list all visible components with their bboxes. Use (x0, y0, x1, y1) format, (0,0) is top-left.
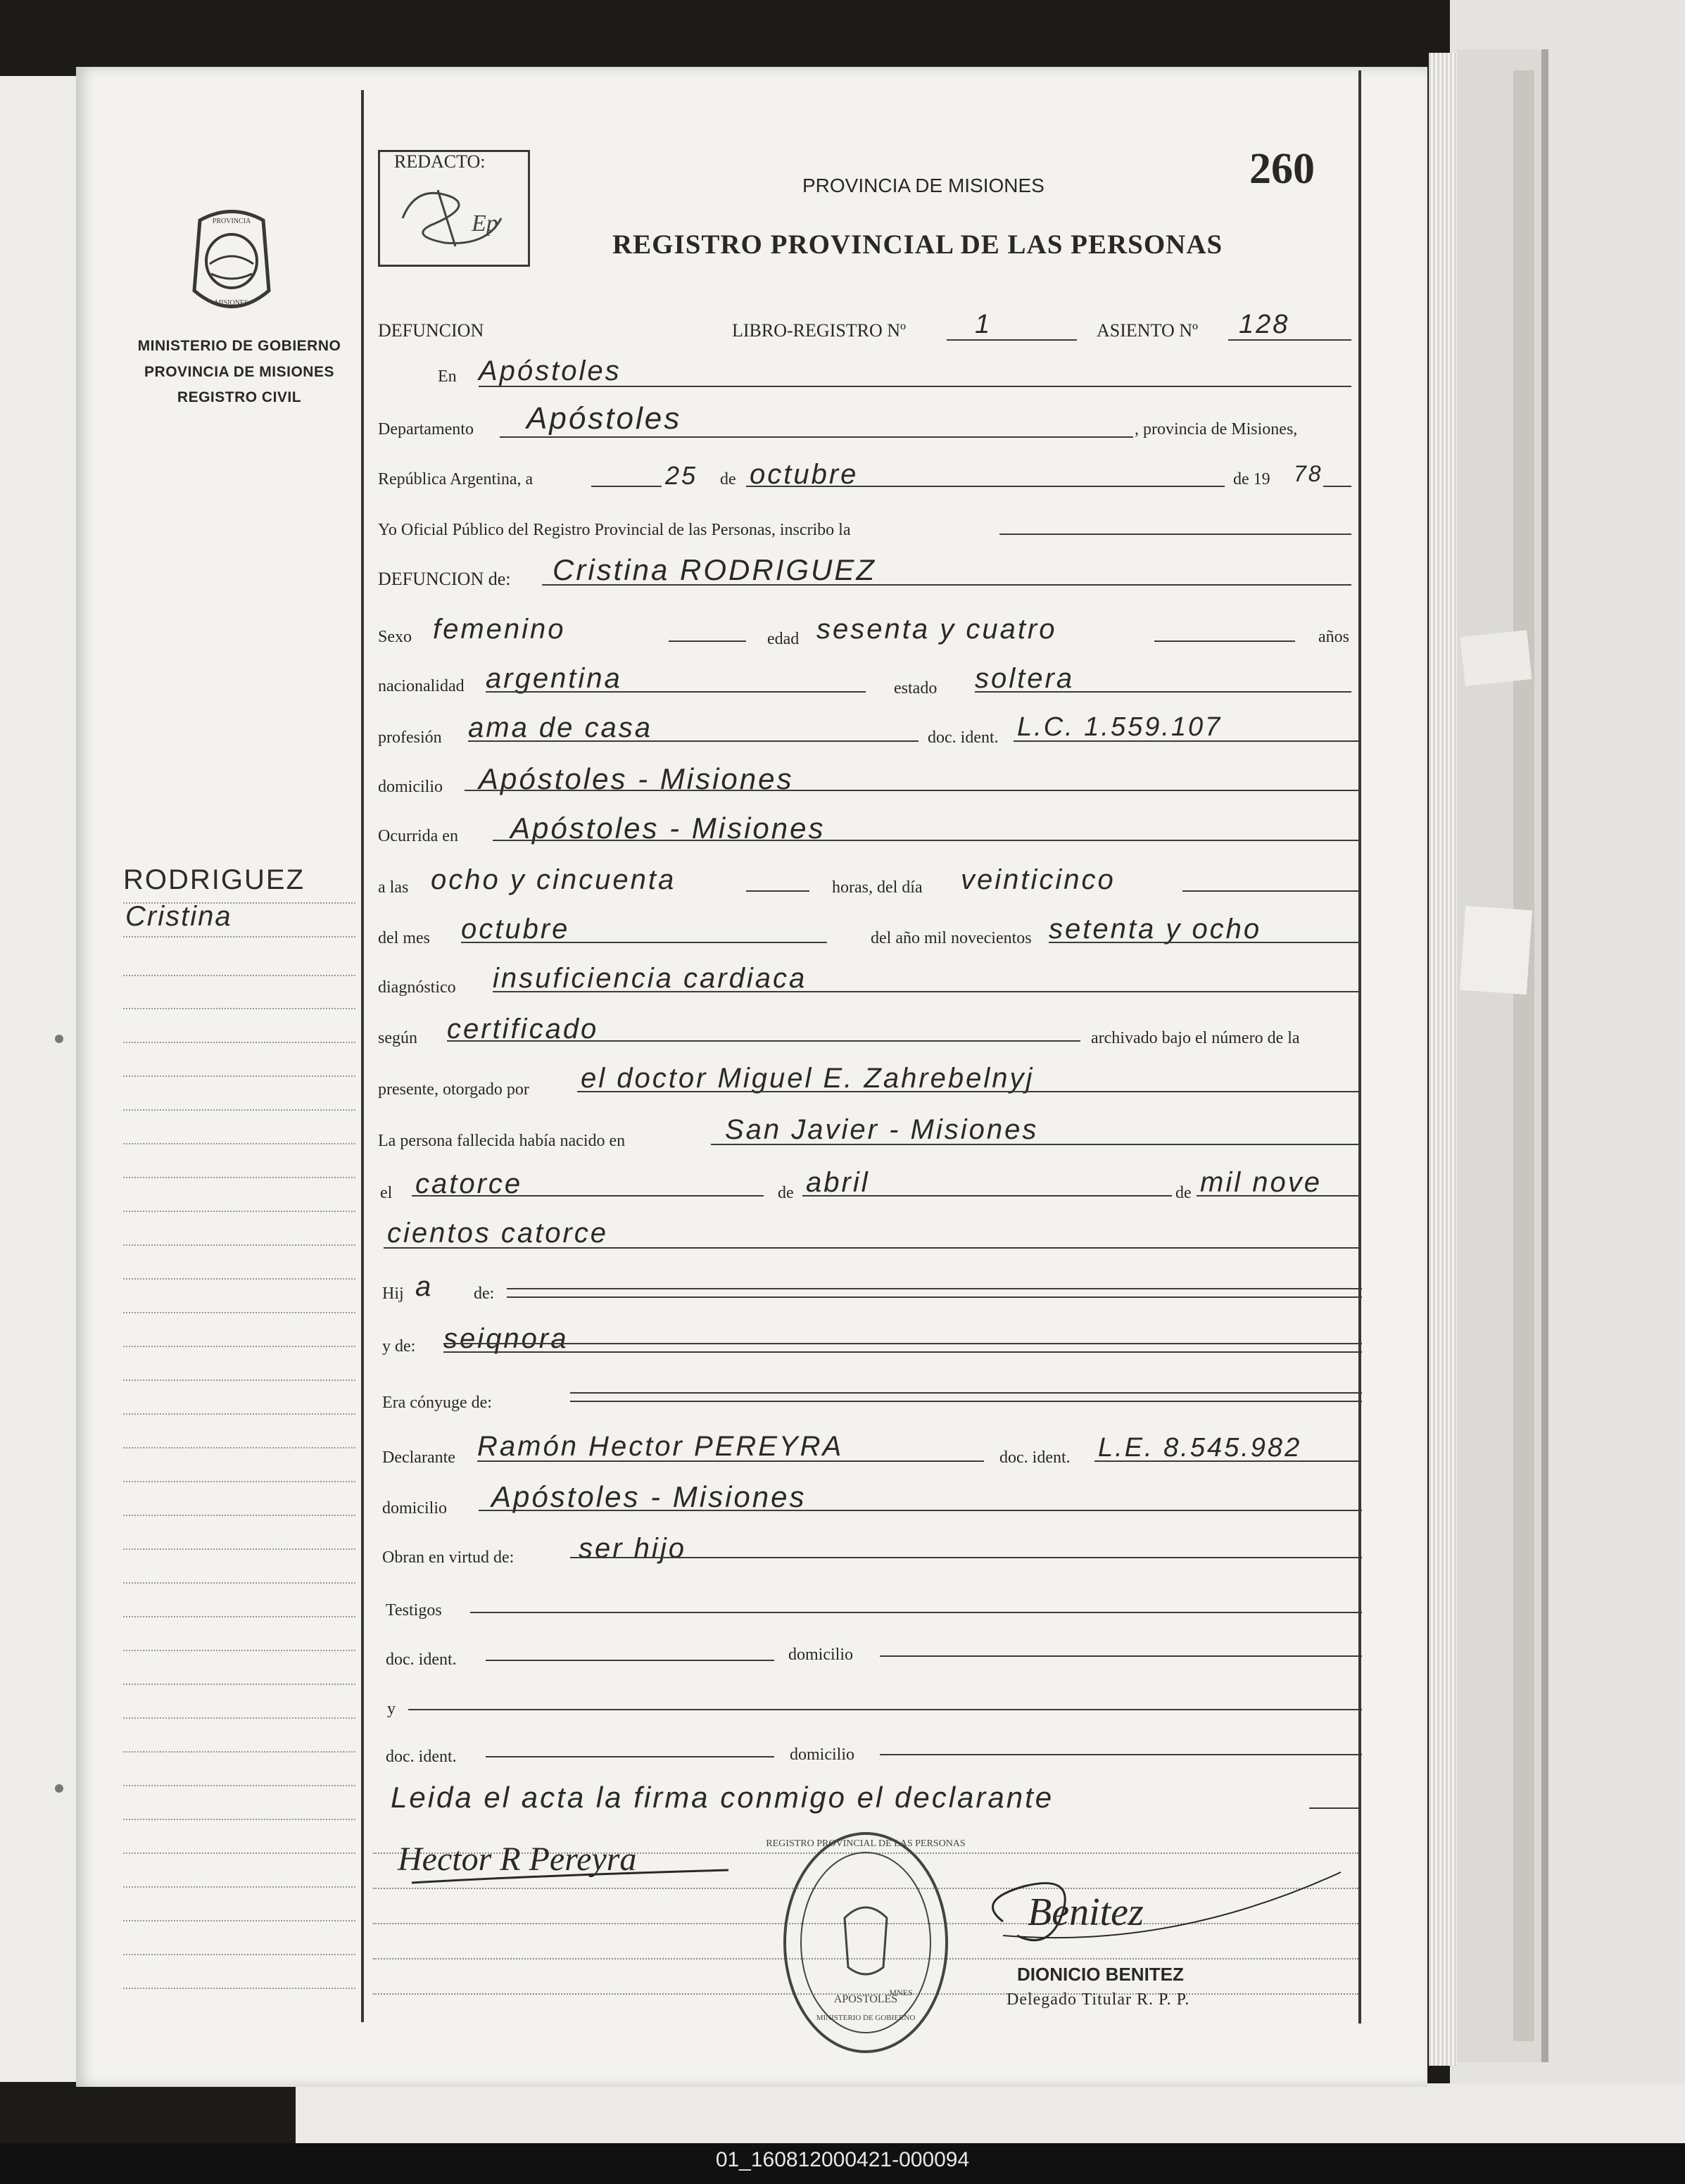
asiento-value: 128 (1239, 310, 1290, 339)
archivado-label: archivado bajo el número de la (1091, 1029, 1300, 1047)
nationality-value: argentina (486, 663, 622, 694)
del-mes-label: del mes (378, 929, 430, 947)
death-month-line (461, 942, 827, 943)
year-line (1323, 486, 1351, 487)
book-cover-edge (1457, 49, 1548, 2062)
crest-bottom-text: MISIONES (215, 299, 248, 307)
en-line (479, 386, 1351, 387)
image-caption: 01_160812000421-000094 (715, 2148, 970, 2171)
ministry-label: MINISTERIO DE GOBIERNO (137, 338, 341, 354)
asiento-line (1228, 339, 1351, 341)
mother-line (443, 1343, 1362, 1353)
anos-label: años (1318, 628, 1349, 646)
form-frame-left (361, 90, 364, 2022)
margin-line (123, 1413, 355, 1415)
diagnosis-value: insuficiencia cardiaca (493, 963, 807, 994)
birth-year-value-2: cientos catorce (387, 1218, 609, 1249)
mother-value: seiqnora (443, 1323, 569, 1354)
declarante-signature-text: Hector R Pereyra (398, 1841, 637, 1878)
testigos-line (470, 1612, 1362, 1613)
death-year-value: setenta y ocho (1049, 914, 1262, 945)
registry-stamp (766, 1826, 966, 2059)
margin-line (123, 1211, 355, 1212)
facing-page-edge (0, 76, 76, 2082)
margin-line (123, 1008, 355, 1009)
spouse-line (570, 1392, 1362, 1402)
declarante-value: Ramón Hector PEREYRA (477, 1431, 844, 1462)
page-number: 260 (1249, 145, 1315, 193)
registry-office-label: REGISTRO CIVIL (177, 389, 302, 405)
el-label: el (380, 1184, 393, 1202)
departamento-label: Departamento (378, 420, 474, 438)
margin-line (123, 1177, 355, 1178)
segun-value: certificado (447, 1014, 599, 1044)
birth-day-value: catorce (415, 1168, 523, 1199)
margin-line (123, 1515, 355, 1516)
margin-line (123, 1312, 355, 1313)
doc-ident-label: doc. ident. (928, 728, 999, 747)
nacionalidad-label: nacionalidad (378, 677, 465, 695)
province-label: PROVINCIA DE MISIONES (144, 364, 334, 380)
stitch-hole (55, 1784, 63, 1793)
margin-line (123, 1954, 355, 1955)
witness2-doc-line (486, 1756, 774, 1757)
official-name: DIONICIO BENITEZ (1017, 1964, 1184, 1985)
stamp-mnes-text: MNES (889, 1988, 913, 1997)
age-line (1154, 640, 1295, 642)
asiento-label: ASIENTO Nº (1097, 320, 1199, 341)
closing-statement: Leida el acta la firma conmigo el declarante (391, 1781, 1054, 1814)
redactor-signature (389, 176, 515, 253)
departamento-value: Apóstoles (526, 401, 682, 436)
de-birth-month-label: de (778, 1184, 794, 1202)
declarante-domicilio-label: domicilio (382, 1499, 447, 1517)
hij-suffix-value: a (415, 1271, 434, 1302)
margin-line (123, 1481, 355, 1482)
witness1-domicilio-label: domicilio (788, 1646, 853, 1664)
witness1-domicilio-line (880, 1655, 1362, 1657)
birth-year-line-1 (1197, 1195, 1358, 1197)
stamp-ministry-text: MINISTERIO DE GOBIERNO (816, 2014, 916, 2022)
profession-line (468, 740, 919, 742)
margin-line (123, 1447, 355, 1448)
margin-line (123, 1278, 355, 1280)
margin-line (123, 1819, 355, 1820)
witness1-doc-line (486, 1660, 774, 1661)
deceased-name-value: Cristina RODRIGUEZ (553, 553, 877, 586)
birthplace-value: San Javier - Misiones (725, 1114, 1039, 1145)
closing-line (1309, 1807, 1358, 1809)
stitch-hole (55, 1035, 63, 1043)
witness2-doc-label: doc. ident. (386, 1748, 457, 1766)
margin-line (123, 975, 355, 976)
margin-line (123, 1717, 355, 1719)
departamento-line (500, 436, 1133, 438)
doc-ident-value: L.C. 1.559.107 (1017, 712, 1223, 742)
ocurrida-en-label: Ocurrida en (378, 827, 458, 845)
deceased-name-line (542, 584, 1351, 586)
hij-de-label: de: (474, 1284, 495, 1303)
coat-of-arms-icon (186, 206, 277, 319)
margin-line (123, 1988, 355, 1989)
margin-line (123, 1684, 355, 1685)
yo-oficial-label: Yo Oficial Público del Registro Provincial de las Personas, inscribo la (378, 521, 851, 539)
stamp-city-text: APOSTOLES (833, 1993, 898, 2005)
obran-line (570, 1557, 1362, 1558)
margin-line (123, 1042, 355, 1043)
death-year-line (1049, 942, 1358, 943)
libro-label: LIBRO-REGISTRO Nº (732, 320, 907, 341)
en-label: En (438, 367, 457, 386)
profesion-label: profesión (378, 728, 442, 747)
de-year-label: de 19 (1233, 470, 1270, 488)
domicilio-label: domicilio (378, 778, 443, 796)
declarante-doc-line (1094, 1460, 1358, 1462)
era-conyuge-label: Era cónyuge de: (382, 1394, 492, 1412)
margin-line (123, 1616, 355, 1617)
hij-label: Hij (382, 1284, 404, 1303)
testigos-label: Testigos (386, 1601, 442, 1620)
registry-header: REGISTRO PROVINCIAL DE LAS PERSONAS (612, 229, 1223, 260)
domicilio-line (465, 790, 1358, 791)
otorgado-por-line (577, 1091, 1358, 1092)
civil-status-line (975, 691, 1351, 693)
declarante-domicilio-value: Apóstoles - Misiones (491, 1480, 807, 1513)
death-day-line (1182, 890, 1358, 892)
profession-value: ama de casa (468, 712, 653, 743)
declarante-doc-label: doc. ident. (999, 1448, 1071, 1467)
margin-line (123, 1785, 355, 1786)
birth-month-value: abril (806, 1167, 870, 1198)
hour-value: ocho y cincuenta (431, 864, 676, 895)
margin-line (123, 1380, 355, 1381)
ocurrida-en-line (493, 840, 1358, 841)
horas-dia-label: horas, del día (832, 878, 923, 897)
domicilio-value: Apóstoles - Misiones (479, 762, 794, 795)
year-value: 78 (1294, 461, 1323, 486)
month-line (746, 486, 1225, 487)
margin-line (123, 1548, 355, 1550)
de-birth-year-label: de (1175, 1184, 1192, 1202)
stamp-ring-text: REGISTRO PROVINCIAL DE LAS PERSONAS (766, 1838, 966, 1849)
defuncion-de-label: DEFUNCION de: (378, 569, 511, 589)
paper-tab (1460, 906, 1532, 995)
official-signature (961, 1844, 1355, 1964)
margin-line (123, 1920, 355, 1921)
obran-value: ser hijo (579, 1533, 686, 1564)
crest-top-text: PROVINCIA (212, 217, 251, 225)
witness2-domicilio-label: domicilio (790, 1746, 854, 1764)
sex-line (669, 640, 746, 642)
declarante-line (477, 1460, 984, 1462)
redactor-signature-text: Ep (472, 210, 498, 236)
father-line (507, 1288, 1362, 1298)
paper-tab (1460, 630, 1532, 686)
margin-line (123, 1109, 355, 1111)
margin-surname: RODRIGUEZ (123, 864, 305, 895)
sex-value: femenino (433, 614, 566, 645)
death-month-value: octubre (461, 914, 570, 945)
provincia-misiones-label: , provincia de Misiones, (1135, 420, 1298, 438)
declarante-domicilio-line (479, 1510, 1362, 1511)
redacto-label: REDACTO: (394, 151, 486, 172)
segun-label: según (378, 1029, 417, 1047)
presente-label: presente, otorgado por (378, 1080, 529, 1099)
margin-line (123, 902, 355, 904)
birth-year-line-2 (384, 1247, 1358, 1249)
witness2-line (408, 1709, 1362, 1710)
official-title: Delegado Titular R. P. P. (1006, 1990, 1190, 2009)
book-binding (1513, 70, 1534, 2041)
doc-ident-line (1014, 740, 1358, 742)
margin-line (123, 936, 355, 938)
republica-label: República Argentina, a (378, 470, 534, 488)
form-frame-right (1358, 70, 1361, 2024)
ocurrida-en-value: Apóstoles - Misiones (510, 812, 826, 845)
page-stack-edges (1429, 53, 1457, 2066)
sexo-label: Sexo (378, 628, 412, 646)
declarante-signature (391, 1826, 743, 1897)
libro-line (947, 339, 1077, 341)
y-de-label: y de: (382, 1337, 416, 1356)
official-signature-text: Benitez (1028, 1891, 1144, 1934)
witness1-doc-label: doc. ident. (386, 1650, 457, 1669)
margin-line (123, 1075, 355, 1077)
margin-line (123, 1143, 355, 1144)
birth-month-line (802, 1195, 1172, 1197)
hour-line (746, 890, 809, 892)
act-type-label: DEFUNCION (378, 320, 484, 341)
province-header: PROVINCIA DE MISIONES (802, 175, 1045, 196)
margin-line (123, 1582, 355, 1584)
margin-line (123, 1886, 355, 1888)
declarante-label: Declarante (382, 1448, 455, 1467)
libro-value: 1 (975, 310, 992, 339)
segun-line (447, 1040, 1080, 1042)
civil-status-value: soltera (975, 663, 1075, 694)
y-witness-label: y (387, 1700, 396, 1718)
nationality-line (486, 691, 866, 693)
age-value: sesenta y cuatro (816, 614, 1057, 645)
margin-given-name: Cristina (125, 901, 232, 932)
death-day-value: veinticinco (961, 864, 1116, 895)
declarante-doc-value: L.E. 8.545.982 (1098, 1433, 1302, 1463)
margin-line (123, 1346, 355, 1347)
edad-label: edad (767, 630, 800, 648)
margin-line (123, 1650, 355, 1651)
en-value: Apóstoles (479, 355, 621, 386)
obran-label: Obran en virtud de: (382, 1548, 515, 1567)
de-month-label: de (720, 470, 736, 488)
diagnosis-line (493, 991, 1358, 992)
birthplace-line (711, 1144, 1358, 1145)
month-value: octubre (750, 459, 859, 490)
margin-line (123, 1244, 355, 1246)
day-value: 25 (665, 461, 698, 490)
yo-oficial-line (999, 534, 1351, 535)
diagnostico-label: diagnóstico (378, 978, 456, 997)
witness2-domicilio-line (880, 1754, 1362, 1755)
persona-fallecida-label: La persona fallecida había nacido en (378, 1132, 626, 1150)
birth-year-value-1: mil nove (1200, 1167, 1322, 1198)
estado-label: estado (894, 679, 938, 698)
margin-line (123, 1751, 355, 1753)
margin-line (123, 1852, 355, 1854)
a-las-label: a las (378, 878, 409, 897)
del-anio-label: del año mil novecientos (871, 929, 1032, 947)
otorgado-por-value: el doctor Miguel E. Zahrebelnyj (581, 1063, 1035, 1094)
birth-day-line (412, 1195, 764, 1197)
republica-dash-line (591, 486, 662, 487)
